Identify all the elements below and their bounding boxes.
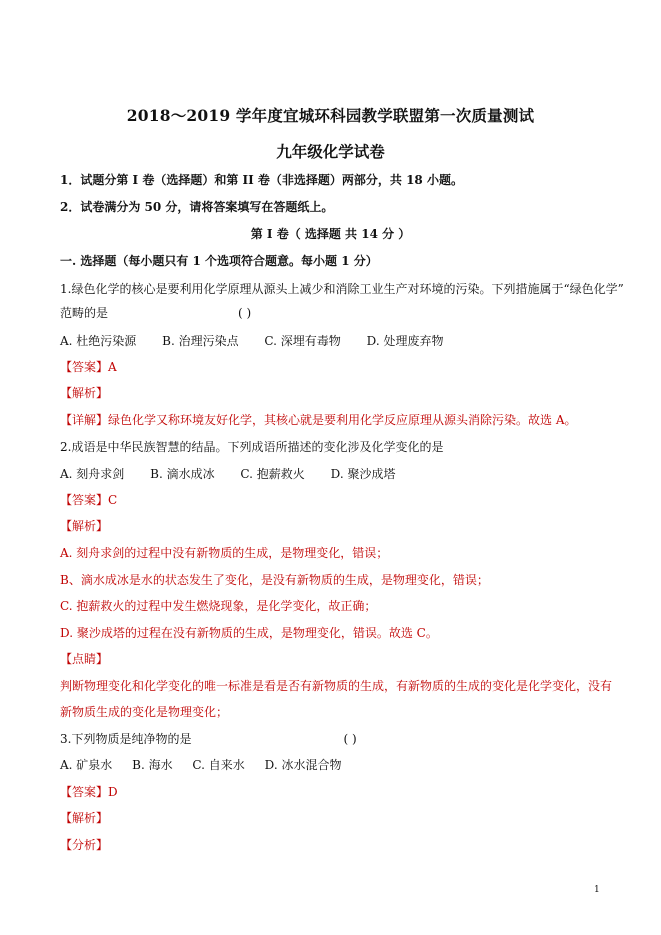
q2-explanation-b: B、滴水成冰是水的状态发生了变化，是没有新物质的生成，是物理变化，错误； [60, 573, 489, 587]
q2-explanation-a: A. 刻舟求剑的过程中没有新物质的生成，是物理变化，错误； [60, 546, 389, 560]
q2-comment-line1: 判断物理变化和化学变化的唯一标准是看是否有新物质的生成，有新物质的生成的变化是化学变化，没有 [60, 679, 613, 693]
q2-option-a: A. 刻舟求剑 [60, 467, 125, 481]
q1-stem-text: 范畴的是 [60, 306, 109, 320]
q3-options [60, 757, 605, 773]
q3-stem-text: 3.下列物质是纯净物的是 [60, 732, 192, 746]
q1-analysis-label: 【解析】 [60, 386, 109, 400]
part-heading: 第 I 卷（ 选择题 共 14 分 ） [250, 227, 411, 241]
q2-options [60, 466, 605, 482]
q1-answer: 【答案】A [60, 360, 117, 374]
section-heading: 一. 选择题（每小题只有 1 个选项符合题意。每小题 1 分） [60, 254, 378, 268]
q2-option-d: D. 聚沙成塔 [330, 467, 396, 481]
q3-stem-line [60, 731, 605, 747]
q2-option-b: B. 滴水成冰 [150, 467, 215, 481]
q2-comment-label: 【点睛】 [60, 652, 109, 666]
q1-option-c: C. 深埋有毒物 [264, 334, 341, 348]
q3-answer: 【答案】D [60, 785, 118, 799]
instruction-2: 2．试卷满分为 50 分，请将答案填写在答题纸上。 [60, 200, 334, 214]
page-number: 1 [594, 885, 600, 895]
q1-option-d: D. 处理废弃物 [366, 334, 444, 348]
q1-detail: 【详解】绿色化学又称环境友好化学，其核心就是要利用化学反应原理从源头消除污染。故选 A。 [60, 413, 577, 427]
q2-stem: 2.成语是中华民族智慧的结晶。下列成语所描述的变化涉及化学变化的是 [60, 440, 444, 454]
q1-stem-line2 [60, 305, 605, 321]
q3-analysis-label: 【解析】 [60, 811, 109, 825]
q2-option-c: C. 抱薪救火 [240, 467, 305, 481]
q1-options [60, 333, 605, 349]
exam-title: 2018～2019 学年度宜城环科园教学联盟第一次质量测试 [126, 106, 535, 125]
q2-explanation-c: C. 抱薪救火的过程中发生燃烧现象，是化学变化，故正确； [60, 599, 377, 613]
q3-analysis2-label: 【分析】 [60, 838, 109, 852]
q3-option-a: A. 矿泉水 [60, 758, 113, 772]
q1-option-b: B. 治理污染点 [162, 334, 239, 348]
q1-option-a: A. 杜绝污染源 [60, 334, 137, 348]
q2-analysis-label: 【解析】 [60, 519, 109, 533]
q3-option-d: D. 冰水混合物 [264, 758, 342, 772]
instruction-1: 1．试题分第 I 卷（选择题）和第 II 卷（非选择题）两部分，共 18 小题。 [60, 173, 463, 187]
exam-subtitle: 九年级化学试卷 [276, 142, 385, 161]
q2-answer: 【答案】C [60, 493, 118, 507]
q3-option-c: C. 自来水 [192, 758, 245, 772]
q1-stem-line1: 1.绿色化学的核心是要利用化学原理从源头上减少和消除工业生产对环境的污染。下列措施属于“绿色化学” [60, 282, 624, 296]
q2-explanation-d: D. 聚沙成塔的过程在没有新物质的生成，是物理变化，错误。故选 C。 [60, 626, 438, 640]
q3-answer-paren: ( ) [343, 732, 357, 746]
q3-option-b: B. 海水 [132, 758, 173, 772]
q1-answer-paren: ( ) [238, 306, 252, 320]
q2-comment-line2: 新物质生成的变化是物理变化； [60, 705, 229, 719]
